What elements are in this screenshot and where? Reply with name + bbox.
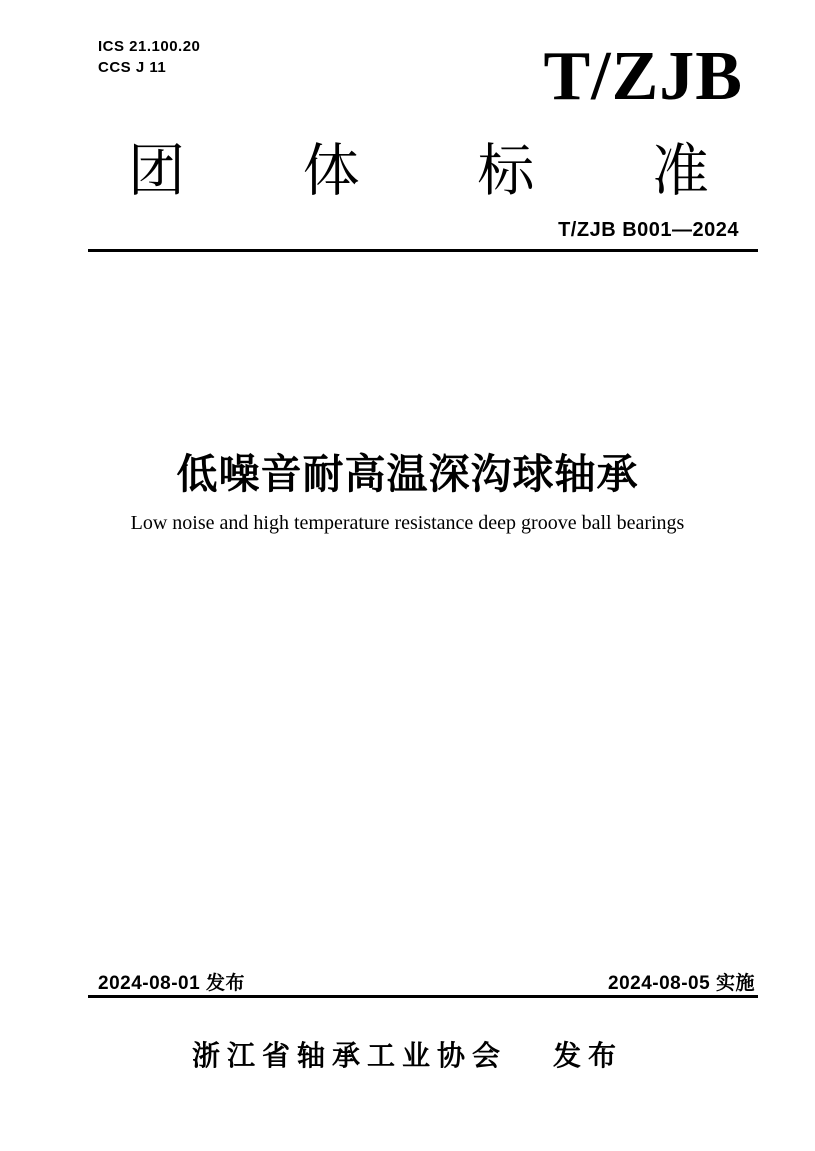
implementation-date-value: 2024-08-05 xyxy=(608,973,711,994)
ics-code: ICS 21.100.20 xyxy=(98,38,201,55)
dates-row xyxy=(98,968,755,995)
header-divider-rule xyxy=(88,249,758,252)
standard-number: T/ZJB B001—2024 xyxy=(558,219,739,241)
standard-type-char: 团 xyxy=(128,139,185,203)
standard-title-english: Low noise and high temperature resistance deep groove ball bearings xyxy=(130,512,685,534)
publisher-row xyxy=(0,1034,815,1074)
standard-type-char: 体 xyxy=(302,139,360,203)
footer-divider-rule xyxy=(88,995,758,998)
standard-body-logo: T/ZJB xyxy=(543,38,743,115)
implementation-date-label: 实施 xyxy=(715,973,755,994)
standard-type-char: 标 xyxy=(477,139,535,203)
implementation-date xyxy=(608,968,755,995)
ccs-code: CCS J 11 xyxy=(98,59,167,76)
standard-type-heading xyxy=(128,140,709,203)
release-date xyxy=(98,968,245,995)
standard-type-char: 准 xyxy=(651,139,709,203)
standard-title-chinese: 低噪音耐高温深沟球轴承 xyxy=(176,451,639,497)
release-date-label: 发布 xyxy=(205,973,245,994)
classification-codes xyxy=(98,36,200,78)
release-date-value: 2024-08-01 xyxy=(98,973,201,994)
publisher-name: 浙江省轴承工业协会 xyxy=(191,1040,507,1071)
publisher-action-label: 发布 xyxy=(553,1040,624,1071)
